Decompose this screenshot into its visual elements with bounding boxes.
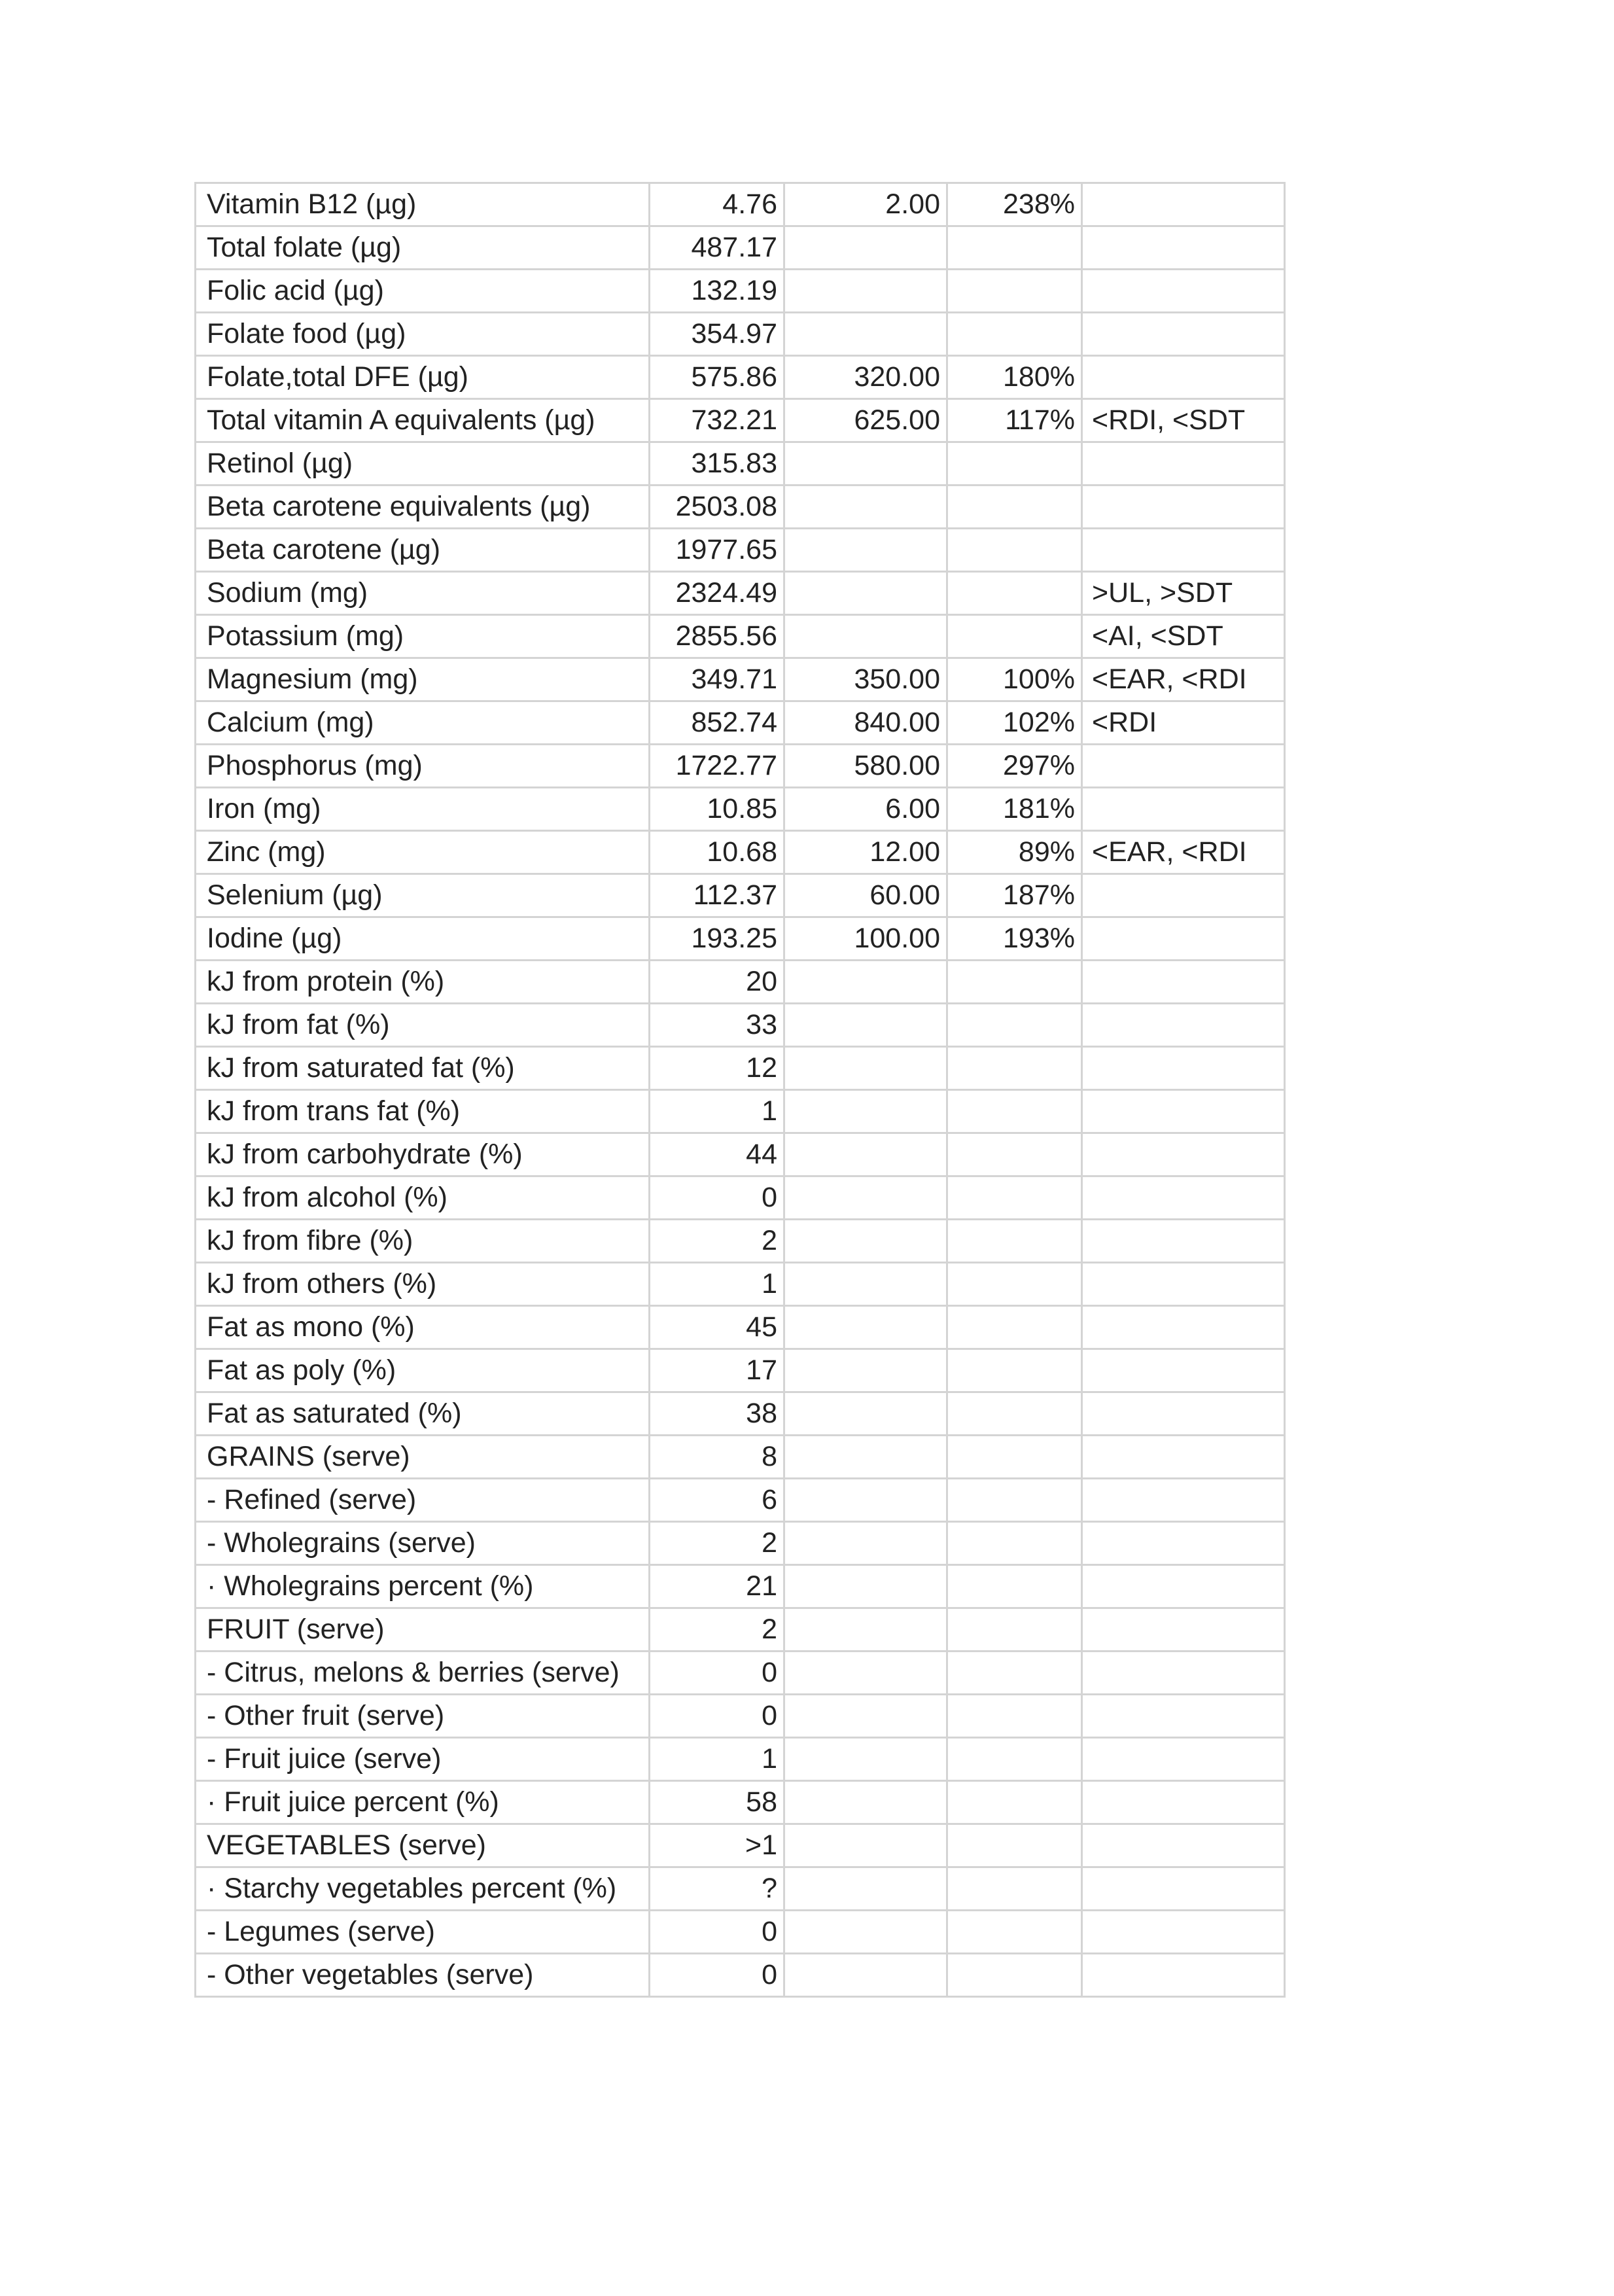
status-flags [1082, 1176, 1285, 1220]
target-value [784, 1695, 947, 1738]
table-row [196, 1954, 1285, 1997]
nutrient-label: kJ from others (%) [196, 1263, 650, 1306]
nutrient-label: Retinol (µg) [196, 442, 650, 486]
table-row [196, 745, 1285, 788]
nutrient-label: Fat as mono (%) [196, 1306, 650, 1349]
intake-value: 2855.56 [650, 615, 784, 658]
intake-value: 2503.08 [650, 486, 784, 529]
percent-of-target [947, 1608, 1082, 1651]
intake-value: 112.37 [650, 874, 784, 917]
nutrient-label: Folic acid (µg) [196, 270, 650, 313]
intake-value: >1 [650, 1824, 784, 1867]
status-flags [1082, 486, 1285, 529]
target-value: 840.00 [784, 701, 947, 745]
table-row [196, 183, 1285, 226]
table-row [196, 1824, 1285, 1867]
percent-of-target: 100% [947, 658, 1082, 701]
table-row [196, 356, 1285, 399]
table-row [196, 313, 1285, 356]
table-row [196, 1306, 1285, 1349]
status-flags [1082, 356, 1285, 399]
nutrient-label: Selenium (µg) [196, 874, 650, 917]
target-value [784, 1306, 947, 1349]
status-flags [1082, 183, 1285, 226]
target-value: 12.00 [784, 831, 947, 874]
percent-of-target [947, 1522, 1082, 1565]
table-row [196, 1651, 1285, 1695]
nutrient-label: Folate,total DFE (µg) [196, 356, 650, 399]
nutrient-label: Sodium (mg) [196, 572, 650, 615]
target-value [784, 486, 947, 529]
nutrient-label: Total vitamin A equivalents (µg) [196, 399, 650, 442]
intake-value: 1977.65 [650, 529, 784, 572]
table-row [196, 1176, 1285, 1220]
percent-of-target: 102% [947, 701, 1082, 745]
status-flags: >UL, >SDT [1082, 572, 1285, 615]
percent-of-target [947, 226, 1082, 270]
percent-of-target [947, 1263, 1082, 1306]
intake-value: 1 [650, 1263, 784, 1306]
status-flags [1082, 1781, 1285, 1824]
nutrient-label: Magnesium (mg) [196, 658, 650, 701]
intake-value: 0 [650, 1911, 784, 1954]
nutrient-label: kJ from alcohol (%) [196, 1176, 650, 1220]
status-flags [1082, 1004, 1285, 1047]
intake-value: 193.25 [650, 917, 784, 961]
intake-value: 44 [650, 1133, 784, 1176]
intake-value: 2 [650, 1220, 784, 1263]
table-row [196, 529, 1285, 572]
table-row [196, 1047, 1285, 1090]
table-row [196, 1695, 1285, 1738]
target-value [784, 1176, 947, 1220]
target-value [784, 1911, 947, 1954]
nutrient-label: - Legumes (serve) [196, 1911, 650, 1954]
table-row [196, 874, 1285, 917]
intake-value: 38 [650, 1392, 784, 1436]
target-value [784, 1004, 947, 1047]
target-value [784, 1349, 947, 1392]
percent-of-target [947, 1651, 1082, 1695]
nutrient-label: Beta carotene (µg) [196, 529, 650, 572]
target-value: 2.00 [784, 183, 947, 226]
intake-value: 2 [650, 1608, 784, 1651]
percent-of-target [947, 529, 1082, 572]
intake-value: 0 [650, 1176, 784, 1220]
status-flags [1082, 1824, 1285, 1867]
target-value [784, 270, 947, 313]
nutrient-label: - Other fruit (serve) [196, 1695, 650, 1738]
nutrient-label: Calcium (mg) [196, 701, 650, 745]
percent-of-target [947, 1479, 1082, 1522]
intake-value: 1722.77 [650, 745, 784, 788]
percent-of-target: 180% [947, 356, 1082, 399]
intake-value: 17 [650, 1349, 784, 1392]
status-flags [1082, 1479, 1285, 1522]
status-flags [1082, 1651, 1285, 1695]
nutrient-label: kJ from carbohydrate (%) [196, 1133, 650, 1176]
percent-of-target [947, 1867, 1082, 1911]
target-value: 580.00 [784, 745, 947, 788]
nutrient-label: FRUIT (serve) [196, 1608, 650, 1651]
intake-value: 33 [650, 1004, 784, 1047]
status-flags [1082, 529, 1285, 572]
percent-of-target: 193% [947, 917, 1082, 961]
status-flags [1082, 1349, 1285, 1392]
table-row [196, 1004, 1285, 1047]
target-value [784, 226, 947, 270]
table-row [196, 399, 1285, 442]
target-value [784, 1781, 947, 1824]
target-value: 100.00 [784, 917, 947, 961]
target-value [784, 529, 947, 572]
intake-value: 732.21 [650, 399, 784, 442]
table-row [196, 1867, 1285, 1911]
nutrient-label: Vitamin B12 (µg) [196, 183, 650, 226]
target-value [784, 313, 947, 356]
status-flags [1082, 270, 1285, 313]
percent-of-target [947, 572, 1082, 615]
percent-of-target [947, 1954, 1082, 1997]
percent-of-target [947, 1911, 1082, 1954]
nutrient-label: · Fruit juice percent (%) [196, 1781, 650, 1824]
nutrient-label: Beta carotene equivalents (µg) [196, 486, 650, 529]
table-row [196, 1263, 1285, 1306]
nutrition-table [194, 182, 1286, 1998]
nutrient-label: VEGETABLES (serve) [196, 1824, 650, 1867]
target-value [784, 1824, 947, 1867]
nutrient-label: Phosphorus (mg) [196, 745, 650, 788]
status-flags [1082, 442, 1285, 486]
status-flags: <AI, <SDT [1082, 615, 1285, 658]
table-row [196, 1738, 1285, 1781]
nutrient-label: kJ from protein (%) [196, 961, 650, 1004]
nutrient-label: GRAINS (serve) [196, 1436, 650, 1479]
percent-of-target [947, 1306, 1082, 1349]
intake-value: 58 [650, 1781, 784, 1824]
status-flags [1082, 313, 1285, 356]
table-row [196, 1608, 1285, 1651]
target-value [784, 1220, 947, 1263]
status-flags [1082, 1047, 1285, 1090]
percent-of-target [947, 1047, 1082, 1090]
status-flags [1082, 1608, 1285, 1651]
table-row [196, 270, 1285, 313]
percent-of-target [947, 1392, 1082, 1436]
intake-value: 2 [650, 1522, 784, 1565]
status-flags [1082, 1263, 1285, 1306]
table-row [196, 701, 1285, 745]
nutrient-label: - Refined (serve) [196, 1479, 650, 1522]
target-value [784, 1263, 947, 1306]
percent-of-target [947, 1781, 1082, 1824]
target-value [784, 1608, 947, 1651]
table-row [196, 615, 1285, 658]
status-flags [1082, 1133, 1285, 1176]
percent-of-target: 238% [947, 183, 1082, 226]
target-value: 6.00 [784, 788, 947, 831]
table-row [196, 961, 1285, 1004]
status-flags: <RDI, <SDT [1082, 399, 1285, 442]
intake-value: 315.83 [650, 442, 784, 486]
target-value [784, 1738, 947, 1781]
target-value: 60.00 [784, 874, 947, 917]
status-flags [1082, 917, 1285, 961]
percent-of-target [947, 961, 1082, 1004]
table-row [196, 1392, 1285, 1436]
nutrient-label: kJ from fat (%) [196, 1004, 650, 1047]
percent-of-target [947, 615, 1082, 658]
status-flags [1082, 1911, 1285, 1954]
status-flags [1082, 745, 1285, 788]
table-body [196, 183, 1285, 1997]
status-flags [1082, 1867, 1285, 1911]
nutrient-label: Total folate (µg) [196, 226, 650, 270]
nutrient-label: - Fruit juice (serve) [196, 1738, 650, 1781]
status-flags [1082, 1090, 1285, 1133]
intake-value: 21 [650, 1565, 784, 1608]
nutrient-label: Folate food (µg) [196, 313, 650, 356]
percent-of-target [947, 313, 1082, 356]
table-row [196, 788, 1285, 831]
intake-value: 132.19 [650, 270, 784, 313]
target-value: 350.00 [784, 658, 947, 701]
intake-value: 20 [650, 961, 784, 1004]
nutrient-label: · Wholegrains percent (%) [196, 1565, 650, 1608]
percent-of-target [947, 1695, 1082, 1738]
target-value [784, 1047, 947, 1090]
percent-of-target [947, 1738, 1082, 1781]
nutrient-label: - Wholegrains (serve) [196, 1522, 650, 1565]
nutrient-label: Fat as poly (%) [196, 1349, 650, 1392]
target-value [784, 1090, 947, 1133]
status-flags [1082, 1565, 1285, 1608]
intake-value: 575.86 [650, 356, 784, 399]
status-flags [1082, 1392, 1285, 1436]
intake-value: 852.74 [650, 701, 784, 745]
status-flags: <EAR, <RDI [1082, 831, 1285, 874]
target-value [784, 1651, 947, 1695]
target-value [784, 1954, 947, 1997]
intake-value: 2324.49 [650, 572, 784, 615]
target-value [784, 572, 947, 615]
nutrient-label: - Other vegetables (serve) [196, 1954, 650, 1997]
table-row [196, 1522, 1285, 1565]
table-row [196, 658, 1285, 701]
percent-of-target [947, 1349, 1082, 1392]
intake-value: 349.71 [650, 658, 784, 701]
status-flags [1082, 1954, 1285, 1997]
table-row [196, 442, 1285, 486]
nutrient-label: kJ from fibre (%) [196, 1220, 650, 1263]
status-flags [1082, 1695, 1285, 1738]
status-flags [1082, 1738, 1285, 1781]
status-flags: <EAR, <RDI [1082, 658, 1285, 701]
table-row [196, 1220, 1285, 1263]
intake-value: 0 [650, 1651, 784, 1695]
nutrient-label: Iodine (µg) [196, 917, 650, 961]
table-row [196, 1565, 1285, 1608]
percent-of-target [947, 1824, 1082, 1867]
table-row [196, 1436, 1285, 1479]
percent-of-target [947, 1565, 1082, 1608]
target-value [784, 961, 947, 1004]
table-row [196, 831, 1285, 874]
target-value: 320.00 [784, 356, 947, 399]
status-flags [1082, 1522, 1285, 1565]
percent-of-target [947, 1220, 1082, 1263]
percent-of-target [947, 486, 1082, 529]
intake-value: 10.68 [650, 831, 784, 874]
status-flags [1082, 226, 1285, 270]
status-flags [1082, 874, 1285, 917]
nutrient-label: kJ from saturated fat (%) [196, 1047, 650, 1090]
status-flags [1082, 1220, 1285, 1263]
intake-value: 1 [650, 1090, 784, 1133]
nutrient-label: kJ from trans fat (%) [196, 1090, 650, 1133]
target-value [784, 442, 947, 486]
table-row [196, 1479, 1285, 1522]
intake-value: 354.97 [650, 313, 784, 356]
percent-of-target [947, 1090, 1082, 1133]
percent-of-target [947, 1004, 1082, 1047]
intake-value: 487.17 [650, 226, 784, 270]
status-flags [1082, 1306, 1285, 1349]
target-value: 625.00 [784, 399, 947, 442]
target-value [784, 1133, 947, 1176]
percent-of-target: 89% [947, 831, 1082, 874]
table-row [196, 1133, 1285, 1176]
nutrient-label: Fat as saturated (%) [196, 1392, 650, 1436]
status-flags [1082, 961, 1285, 1004]
table-row [196, 486, 1285, 529]
nutrient-label: - Citrus, melons & berries (serve) [196, 1651, 650, 1695]
status-flags [1082, 788, 1285, 831]
table-row [196, 226, 1285, 270]
table-row [196, 1911, 1285, 1954]
intake-value: 8 [650, 1436, 784, 1479]
percent-of-target: 297% [947, 745, 1082, 788]
intake-value: ? [650, 1867, 784, 1911]
table-row [196, 572, 1285, 615]
status-flags: <RDI [1082, 701, 1285, 745]
table-row [196, 917, 1285, 961]
percent-of-target [947, 1436, 1082, 1479]
nutrient-label: · Starchy vegetables percent (%) [196, 1867, 650, 1911]
target-value [784, 615, 947, 658]
percent-of-target [947, 270, 1082, 313]
target-value [784, 1436, 947, 1479]
nutrient-label: Iron (mg) [196, 788, 650, 831]
nutrient-label: Zinc (mg) [196, 831, 650, 874]
table-row [196, 1090, 1285, 1133]
target-value [784, 1565, 947, 1608]
target-value [784, 1392, 947, 1436]
table-row [196, 1349, 1285, 1392]
percent-of-target: 117% [947, 399, 1082, 442]
table-row [196, 1781, 1285, 1824]
target-value [784, 1522, 947, 1565]
intake-value: 0 [650, 1954, 784, 1997]
percent-of-target: 181% [947, 788, 1082, 831]
intake-value: 0 [650, 1695, 784, 1738]
percent-of-target [947, 1176, 1082, 1220]
intake-value: 10.85 [650, 788, 784, 831]
intake-value: 12 [650, 1047, 784, 1090]
intake-value: 45 [650, 1306, 784, 1349]
percent-of-target: 187% [947, 874, 1082, 917]
intake-value: 4.76 [650, 183, 784, 226]
nutrient-label: Potassium (mg) [196, 615, 650, 658]
status-flags [1082, 1436, 1285, 1479]
target-value [784, 1867, 947, 1911]
intake-value: 6 [650, 1479, 784, 1522]
percent-of-target [947, 1133, 1082, 1176]
target-value [784, 1479, 947, 1522]
intake-value: 1 [650, 1738, 784, 1781]
percent-of-target [947, 442, 1082, 486]
